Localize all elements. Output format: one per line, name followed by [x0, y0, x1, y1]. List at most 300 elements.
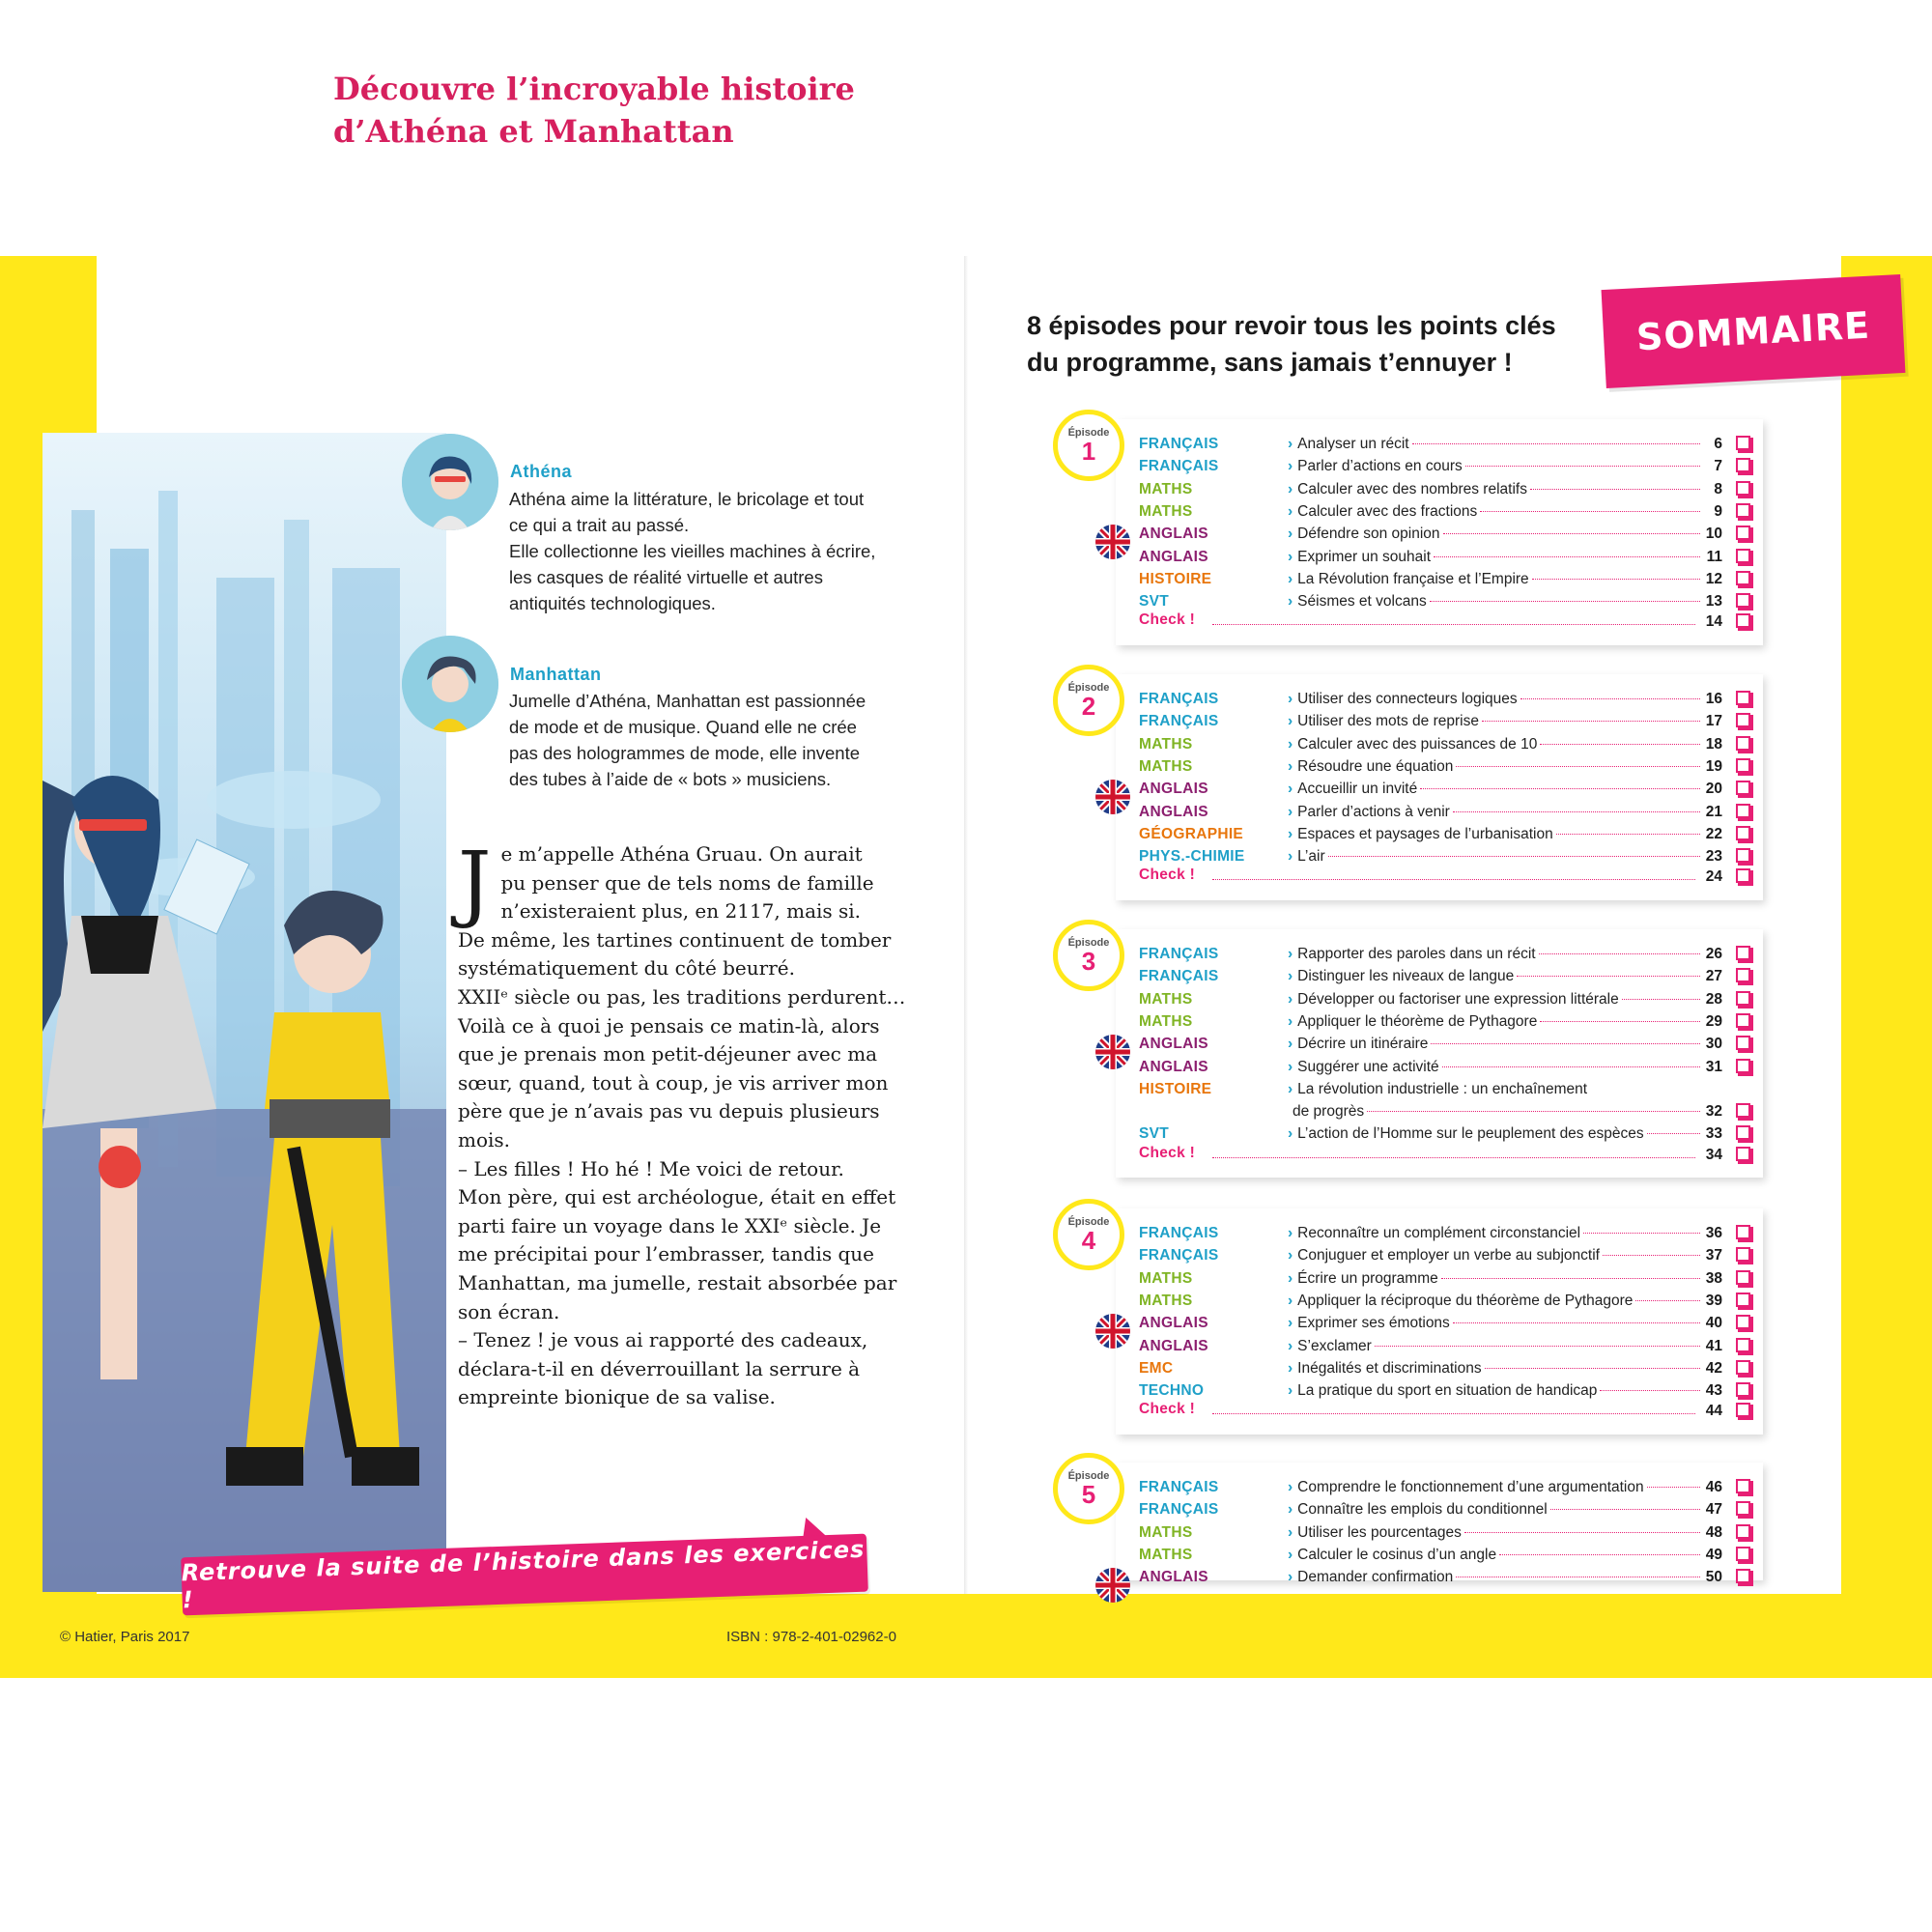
leader-dots [1482, 721, 1700, 722]
story-line: De même, les tartines continuent de tomber [458, 927, 892, 952]
episode-word: Épisode [1067, 1216, 1110, 1228]
story-line: Voilà ce à quoi je pensais ce matin-là, alors [458, 1013, 880, 1037]
episode-number: 2 [1081, 692, 1096, 721]
page-number: 40 [1705, 1315, 1722, 1332]
leader-dots [1434, 556, 1700, 557]
page-number: 8 [1714, 480, 1722, 497]
athena-desc-line: ce qui a trait au passé. [509, 515, 690, 535]
toc-lesson[interactable] [1288, 1244, 1722, 1266]
toc-subject: PHYS.-CHIMIE [1139, 848, 1245, 866]
page-number: 31 [1705, 1058, 1722, 1075]
leader-dots [1520, 698, 1700, 699]
chevron-right-icon: › [1288, 968, 1293, 985]
manhattan-description [509, 688, 905, 792]
leader-dots [1532, 579, 1700, 580]
page-number: 11 [1706, 548, 1722, 565]
story-line: déclara-t-il en déverrouillant la serrure à [458, 1356, 861, 1380]
lesson-title: Calculer le cosinus d’un angle [1297, 1546, 1497, 1563]
leader-dots [1647, 1133, 1700, 1134]
checkbox[interactable] [1736, 1293, 1750, 1307]
lesson-title: Utiliser les pourcentages [1297, 1523, 1462, 1541]
manhattan-desc-line: de mode et de musique. Quand elle ne crée [509, 717, 857, 737]
copyright: © Hatier, Paris 2017 [60, 1629, 190, 1645]
toc-lesson[interactable] [1288, 965, 1722, 987]
toc-lesson[interactable] [1288, 1122, 1722, 1145]
page-number: 34 [1705, 1146, 1722, 1163]
page-number: 28 [1705, 990, 1722, 1008]
page-number: 20 [1705, 781, 1722, 798]
chevron-right-icon: › [1288, 1225, 1293, 1241]
story-line: e m’appelle Athéna Gruau. On aurait [500, 842, 863, 866]
chevron-right-icon: › [1288, 1337, 1293, 1354]
toc-subject: FRANÇAIS [1139, 436, 1219, 452]
toc-lesson[interactable] [1288, 546, 1722, 568]
leader-dots [1530, 489, 1700, 490]
banner-text: Retrouve la suite de l’histoire dans les exercices ! [181, 1535, 866, 1614]
toc-subject: ANGLAIS [1139, 803, 1208, 820]
check-label: Check ! [1139, 1401, 1196, 1418]
checkbox[interactable] [1736, 1270, 1750, 1285]
toc-subject: MATHS [1139, 757, 1193, 775]
story-line: mois. [458, 1127, 511, 1151]
checkbox[interactable] [1736, 736, 1750, 751]
chevron-right-icon: › [1288, 1359, 1293, 1377]
lesson-title: Défendre son opinion [1297, 526, 1440, 543]
toc-subject: ANGLAIS [1139, 1315, 1208, 1332]
checkbox[interactable] [1736, 613, 1750, 628]
toc-subject: FRANÇAIS [1139, 713, 1219, 730]
checkbox[interactable] [1736, 1147, 1750, 1161]
chevron-right-icon: › [1288, 1479, 1293, 1495]
leader-dots [1600, 1390, 1700, 1391]
manhattan-desc-line: Jumelle d’Athéna, Manhattan est passionnée [509, 691, 867, 711]
story-title [333, 68, 874, 153]
leader-dots [1622, 999, 1700, 1000]
page-number: 17 [1705, 713, 1722, 730]
lesson-title: Résoudre une équation [1297, 757, 1454, 775]
toc-subject: FRANÇAIS [1139, 946, 1219, 962]
toc-subject: MATHS [1139, 502, 1193, 520]
checkbox[interactable] [1736, 968, 1750, 982]
episode-word: Épisode [1067, 1470, 1110, 1482]
chevron-right-icon: › [1288, 1546, 1293, 1563]
lesson-title: Développer ou factoriser une expression littérale [1297, 990, 1619, 1008]
toc-lesson[interactable] [1288, 1566, 1722, 1588]
page-number: 42 [1705, 1359, 1722, 1377]
checkbox[interactable] [1736, 713, 1750, 727]
lesson-title: Décrire un itinéraire [1297, 1036, 1429, 1053]
toc-lesson[interactable] [1288, 1056, 1722, 1078]
toc-lesson[interactable] [1288, 500, 1722, 523]
leader-dots [1465, 466, 1700, 467]
leader-dots [1480, 511, 1700, 512]
checkbox[interactable] [1736, 1524, 1750, 1539]
page-number: 24 [1705, 868, 1722, 886]
leader-dots [1603, 1255, 1700, 1256]
episode-number: 4 [1081, 1226, 1096, 1255]
chevron-right-icon: › [1288, 1523, 1293, 1541]
leader-dots [1212, 1413, 1695, 1414]
chevron-right-icon: › [1288, 990, 1293, 1008]
leader-dots [1540, 1021, 1700, 1022]
checkbox[interactable] [1736, 549, 1750, 563]
episode-badge [1053, 1453, 1124, 1524]
chevron-right-icon: › [1288, 1036, 1293, 1053]
lesson-title: Analyser un récit [1297, 436, 1409, 452]
episode-badge [1053, 410, 1124, 481]
lesson-title: L’air [1297, 848, 1325, 866]
page-number: 50 [1705, 1569, 1722, 1586]
page-number: 39 [1705, 1292, 1722, 1309]
checkbox[interactable] [1736, 436, 1750, 450]
leader-dots [1453, 811, 1700, 812]
toc-lesson-continued[interactable] [1288, 1100, 1722, 1122]
chevron-right-icon: › [1288, 436, 1293, 452]
lesson-title: Exprimer ses émotions [1297, 1315, 1450, 1332]
uk-flag-icon [1095, 1035, 1130, 1069]
toc-subject: ANGLAIS [1139, 1337, 1208, 1354]
toc-lesson[interactable] [1288, 1033, 1722, 1055]
page-gutter [964, 256, 968, 1594]
checkbox[interactable] [1736, 781, 1750, 795]
manhattan-desc-line: pas des hologrammes de mode, elle invente [509, 743, 861, 763]
story-line: père que je n’avais pas vu depuis plusieurs [458, 1099, 880, 1123]
chevron-right-icon: › [1288, 848, 1293, 866]
chevron-right-icon: › [1288, 1269, 1293, 1287]
checkbox[interactable] [1736, 1247, 1750, 1262]
toc-subject: FRANÇAIS [1139, 458, 1219, 475]
checkbox[interactable] [1736, 1569, 1750, 1583]
checkbox[interactable] [1736, 1036, 1750, 1050]
chevron-right-icon: › [1288, 458, 1293, 475]
toc-subject: ANGLAIS [1139, 526, 1208, 543]
chevron-right-icon: › [1288, 713, 1293, 730]
checkbox[interactable] [1736, 1013, 1750, 1028]
lesson-title: Appliquer la réciproque du théorème de Pythagore [1297, 1292, 1634, 1309]
leader-dots [1212, 879, 1695, 880]
leader-dots [1550, 1509, 1700, 1510]
checkbox[interactable] [1736, 1225, 1750, 1239]
page-number: 21 [1705, 803, 1722, 820]
page-number: 26 [1705, 946, 1722, 962]
toc-subject: SVT [1139, 593, 1170, 611]
uk-flag-icon [1095, 1568, 1130, 1603]
checkbox[interactable] [1736, 571, 1750, 585]
manhattan-desc-line: des tubes à l’aide de « bots » musiciens. [509, 769, 832, 789]
toc-lesson[interactable] [1288, 1521, 1722, 1544]
story-title-line-2: d’Athéna et Manhattan [333, 113, 734, 150]
checkbox[interactable] [1736, 1501, 1750, 1516]
leader-dots [1464, 1532, 1700, 1533]
lesson-title: Rapporter des paroles dans un récit [1297, 946, 1536, 962]
leader-dots [1442, 1066, 1700, 1067]
page-number: 16 [1705, 691, 1722, 707]
toc-lesson[interactable] [1288, 1010, 1722, 1033]
checkbox[interactable] [1736, 1403, 1750, 1417]
lesson-title: Parler d’actions en cours [1297, 458, 1463, 475]
episode-number: 1 [1081, 437, 1096, 466]
leader-dots [1431, 1043, 1700, 1044]
lesson-title: Séismes et volcans [1297, 593, 1427, 611]
page-number: 14 [1705, 613, 1722, 631]
episode-word: Épisode [1067, 427, 1110, 439]
toc-subject: FRANÇAIS [1139, 1479, 1219, 1495]
toc-lesson[interactable] [1288, 1379, 1722, 1402]
toc-subject: FRANÇAIS [1139, 1501, 1219, 1519]
page-number: 47 [1705, 1501, 1722, 1519]
chevron-right-icon: › [1288, 480, 1293, 497]
toc-subject: SVT [1139, 1125, 1170, 1143]
checkbox[interactable] [1736, 848, 1750, 863]
toc-lesson[interactable] [1288, 943, 1722, 965]
lesson-title: Calculer avec des fractions [1297, 502, 1478, 520]
story-line: empreinte bionique de sa valise. [458, 1385, 776, 1409]
checkbox[interactable] [1736, 1315, 1750, 1329]
checkbox[interactable] [1736, 868, 1750, 883]
athena-desc-line: Athéna aime la littérature, le bricolage et tout [509, 489, 865, 509]
toc-subject: MATHS [1139, 1546, 1193, 1563]
page-number: 23 [1705, 848, 1722, 866]
lesson-title: La Révolution française et l’Empire [1297, 570, 1529, 587]
story-line: pu penser que de tels noms de famille [500, 870, 874, 895]
chevron-right-icon: › [1288, 593, 1293, 611]
toc-lesson[interactable] [1288, 1267, 1722, 1290]
lesson-title: Parler d’actions à venir [1297, 803, 1450, 820]
checkbox[interactable] [1736, 1338, 1750, 1352]
toc-subject: MATHS [1139, 1269, 1193, 1287]
page-number: 48 [1705, 1523, 1722, 1541]
page-number: 41 [1705, 1337, 1722, 1354]
chevron-right-icon: › [1288, 757, 1293, 775]
lesson-title: S’exclamer [1297, 1337, 1372, 1354]
lesson-title: Calculer avec des nombres relatifs [1297, 480, 1527, 497]
episode-word: Épisode [1067, 682, 1110, 694]
page-number: 38 [1705, 1269, 1722, 1287]
toc-lesson[interactable] [1288, 523, 1722, 545]
chevron-right-icon: › [1288, 691, 1293, 707]
story-line: – Tenez ! je vous ai rapporté des cadeaux, [458, 1328, 868, 1352]
leader-dots [1539, 953, 1700, 954]
leader-dots [1456, 766, 1700, 767]
toc-lesson[interactable] [1288, 1222, 1722, 1244]
story-dropcap: J [458, 835, 492, 931]
leader-dots [1635, 1300, 1700, 1301]
checkbox[interactable] [1736, 991, 1750, 1006]
checkbox[interactable] [1736, 1125, 1750, 1140]
isbn: ISBN : 978-2-401-02962-0 [726, 1629, 896, 1645]
episode-badge [1053, 665, 1124, 736]
toc-lesson[interactable] [1288, 1312, 1722, 1334]
checkbox[interactable] [1736, 1547, 1750, 1561]
toc-subject: MATHS [1139, 1012, 1193, 1030]
toc-lesson[interactable] [1288, 568, 1722, 590]
checkbox[interactable] [1736, 458, 1750, 472]
check-label: Check ! [1139, 867, 1196, 884]
lesson-title: Connaître les emplois du conditionnel [1297, 1501, 1548, 1519]
manhattan-name: Manhattan [510, 665, 602, 684]
toc-lesson[interactable] [1288, 590, 1722, 612]
page-number: 37 [1705, 1247, 1722, 1264]
checkbox[interactable] [1736, 1360, 1750, 1375]
chevron-right-icon: › [1288, 735, 1293, 753]
toc-lesson[interactable] [1288, 455, 1722, 477]
lesson-title: Utiliser des mots de reprise [1297, 713, 1479, 730]
chevron-right-icon: › [1288, 946, 1293, 962]
toc-subject: MATHS [1139, 1292, 1193, 1309]
episode-number: 3 [1081, 947, 1096, 976]
toc-lesson[interactable] [1288, 478, 1722, 500]
toc-subject: FRANÇAIS [1139, 1225, 1219, 1241]
leader-dots [1540, 744, 1700, 745]
toc-lesson[interactable] [1288, 801, 1722, 823]
leader-dots [1328, 856, 1700, 857]
checkbox[interactable] [1736, 1059, 1750, 1073]
page-number: 36 [1705, 1225, 1722, 1241]
leader-dots [1583, 1233, 1700, 1234]
athena-avatar [402, 434, 498, 530]
toc-lesson[interactable] [1288, 1335, 1722, 1357]
page-number: 10 [1705, 526, 1722, 543]
checkbox[interactable] [1736, 804, 1750, 818]
lesson-title: Utiliser des connecteurs logiques [1297, 691, 1518, 707]
leader-dots [1647, 1487, 1700, 1488]
page-number: 18 [1705, 735, 1722, 753]
lesson-title: Reconnaître un complément circonstanciel [1297, 1225, 1581, 1241]
checkbox[interactable] [1736, 691, 1750, 705]
checkbox[interactable] [1736, 1103, 1750, 1118]
toc-subject: FRANÇAIS [1139, 1247, 1219, 1264]
story-line: n’existeraient plus, en 2117, mais si. [500, 899, 862, 923]
toc-lesson[interactable] [1288, 845, 1722, 867]
story-line: XXIIᵉ siècle ou pas, les traditions perdurent… [458, 984, 906, 1009]
toc-subject: HISTOIRE [1139, 1080, 1212, 1097]
lesson-title: Distinguer les niveaux de langue [1297, 968, 1515, 985]
chevron-right-icon: › [1288, 526, 1293, 543]
toc-lesson[interactable] [1288, 1544, 1722, 1566]
chevron-right-icon: › [1288, 1315, 1293, 1332]
checkbox[interactable] [1736, 481, 1750, 496]
toc-subject: HISTOIRE [1139, 570, 1212, 587]
toc-subject: GÉOGRAPHIE [1139, 825, 1244, 842]
checkbox[interactable] [1736, 503, 1750, 518]
page-number: 33 [1705, 1125, 1722, 1143]
toc-lesson[interactable] [1288, 1498, 1722, 1520]
episode-number: 5 [1081, 1480, 1096, 1509]
lesson-title: La pratique du sport en situation de handicap [1297, 1382, 1598, 1400]
checkbox[interactable] [1736, 1382, 1750, 1397]
toc-subject: MATHS [1139, 735, 1193, 753]
chevron-right-icon: › [1288, 1501, 1293, 1519]
lesson-title: Suggérer une activité [1297, 1058, 1439, 1075]
page-number: 49 [1705, 1546, 1722, 1563]
story-line: – Les filles ! Ho hé ! Me voici de retour. [458, 1156, 844, 1180]
uk-flag-icon [1095, 525, 1130, 559]
manhattan-avatar [402, 636, 498, 732]
chevron-right-icon: › [1288, 1292, 1293, 1309]
story-text [458, 835, 912, 1412]
toc-subject: EMC [1139, 1359, 1174, 1377]
toc-lesson[interactable] [1288, 755, 1722, 778]
story-line: Mon père, qui est archéologue, était en effet [458, 1185, 896, 1209]
episode-badge [1053, 920, 1124, 991]
chevron-right-icon: › [1288, 803, 1293, 820]
athena-desc-line: Elle collectionne les vieilles machines à écrire, [509, 541, 876, 561]
toc-lesson[interactable] [1288, 1476, 1722, 1498]
lesson-title: de progrès [1293, 1103, 1365, 1121]
checkbox[interactable] [1736, 593, 1750, 608]
toc-subject: ANGLAIS [1139, 548, 1208, 565]
chevron-right-icon: › [1288, 1569, 1293, 1586]
story-line: son écran. [458, 1299, 560, 1323]
checkbox[interactable] [1736, 946, 1750, 960]
chevron-right-icon: › [1288, 548, 1293, 565]
check-label: Check ! [1139, 1144, 1196, 1161]
toc-lesson[interactable] [1288, 1357, 1722, 1379]
toc-subject: FRANÇAIS [1139, 691, 1219, 707]
page-number: 9 [1714, 502, 1722, 520]
lesson-title: Exprimer un souhait [1297, 548, 1432, 565]
checkbox[interactable] [1736, 526, 1750, 540]
leader-dots [1443, 533, 1700, 534]
chevron-right-icon: › [1288, 781, 1293, 798]
toc-lesson[interactable] [1288, 433, 1722, 455]
page-number: 46 [1705, 1479, 1722, 1495]
toc-subject: ANGLAIS [1139, 781, 1208, 798]
checkbox[interactable] [1736, 758, 1750, 773]
toc-lesson[interactable] [1288, 1078, 1722, 1100]
toc-lesson[interactable] [1288, 823, 1722, 845]
uk-flag-icon [1095, 780, 1130, 814]
checkbox[interactable] [1736, 826, 1750, 840]
toc-lesson[interactable] [1288, 710, 1722, 732]
city-illustration [43, 433, 446, 1592]
toc-lesson[interactable] [1288, 778, 1722, 800]
leader-dots [1485, 1368, 1700, 1369]
sommaire-tag: SOMMAIRE [1602, 274, 1906, 388]
leader-dots [1212, 1157, 1695, 1158]
page-number: 43 [1705, 1382, 1722, 1400]
toc-subject: TECHNO [1139, 1382, 1205, 1400]
lesson-title: Conjuguer et employer un verbe au subjonctif [1297, 1247, 1600, 1264]
page-number: 22 [1705, 825, 1722, 842]
leader-dots [1430, 601, 1700, 602]
story-line: que je prenais mon petit-déjeuner avec ma [458, 1042, 878, 1066]
toc-subject: MATHS [1139, 480, 1193, 497]
toc-lesson[interactable] [1288, 688, 1722, 710]
story-line: me précipitai pour l’embrasser, tandis que [458, 1242, 874, 1266]
toc-lesson[interactable] [1288, 733, 1722, 755]
toc-subject: FRANÇAIS [1139, 968, 1219, 985]
lesson-title: Inégalités et discriminations [1297, 1359, 1482, 1377]
toc-subject: ANGLAIS [1139, 1569, 1208, 1586]
page-number: 27 [1705, 968, 1722, 985]
story-line: Manhattan, ma jumelle, restait absorbée par [458, 1270, 897, 1294]
chevron-right-icon: › [1288, 1382, 1293, 1400]
chevron-right-icon: › [1288, 1125, 1293, 1143]
intro-line-2: du programme, sans jamais t’ennuyer ! [1027, 348, 1513, 377]
lesson-title: Écrire un programme [1297, 1269, 1438, 1287]
lesson-title: Appliquer le théorème de Pythagore [1297, 1012, 1538, 1030]
leader-dots [1375, 1346, 1700, 1347]
toc-lesson[interactable] [1288, 1290, 1722, 1312]
leader-dots [1212, 624, 1695, 625]
athena-desc-line: les casques de réalité virtuelle et autres [509, 567, 823, 587]
toc-lesson[interactable] [1288, 988, 1722, 1010]
leader-dots [1441, 1278, 1700, 1279]
checkbox[interactable] [1736, 1479, 1750, 1493]
story-line: sœur, quand, tout à coup, je vis arriver mon [458, 1070, 889, 1094]
chevron-right-icon: › [1288, 825, 1293, 842]
